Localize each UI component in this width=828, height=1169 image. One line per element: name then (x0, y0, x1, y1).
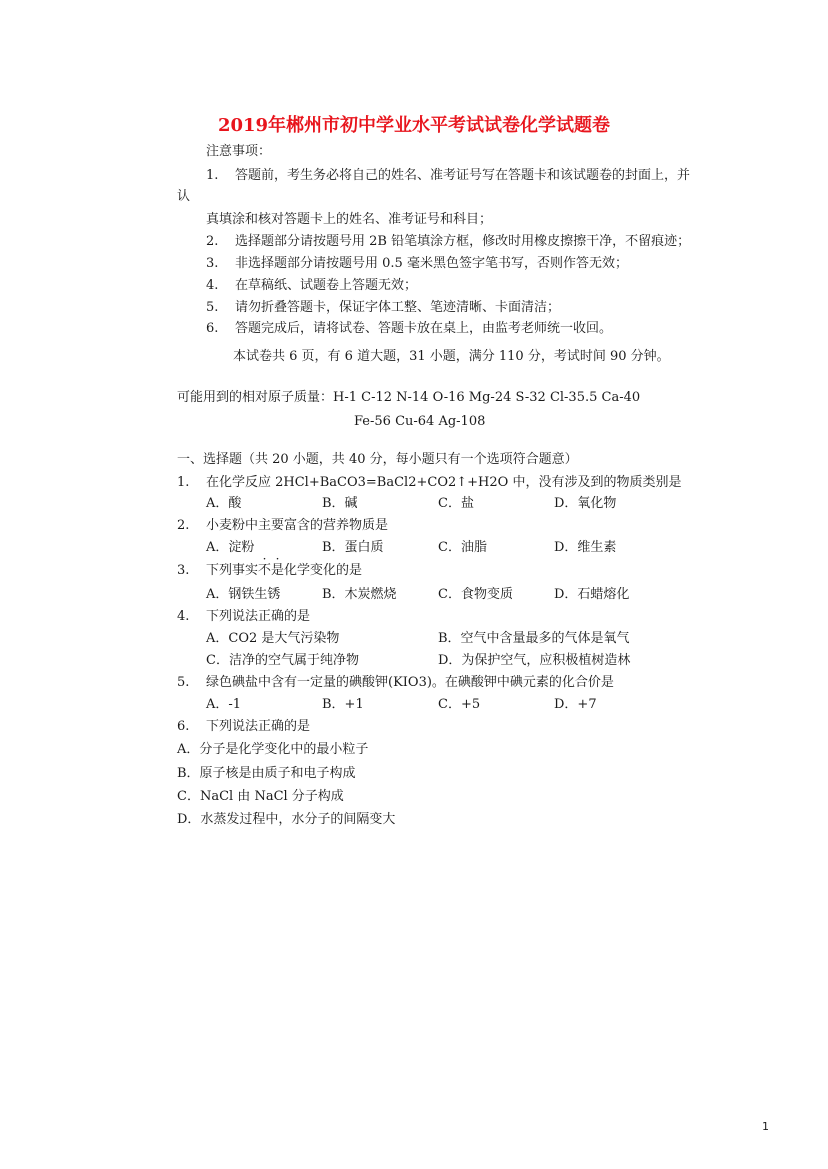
notice-item-2 (206, 233, 690, 251)
question-stem: 绿色碘盐中含有一定量的碘酸钾(KIO3)。在碘酸钾中碘元素的化合价是 (206, 675, 614, 690)
question-number: 4. (177, 609, 190, 624)
option-b: B．空气中含量最多的气体是氧气 (438, 631, 630, 646)
notice-item-text: 答题前，考生务必将自己的姓名、准考证号写在答题卡和该试题卷的封面上，并 (235, 168, 691, 183)
notice-item-6 (206, 320, 612, 338)
option-a: A．分子是化学变化中的最小粒子 (177, 742, 369, 757)
question-number: 2. (177, 518, 190, 533)
question-stem: 下列说法正确的是 (206, 719, 311, 734)
option-a: A．-1 (206, 697, 242, 712)
question-stem-suffix: 化学变化的是 (284, 563, 363, 578)
option-d: D．石蜡熔化 (554, 587, 630, 602)
question-number: 6. (177, 719, 190, 734)
option-c: C．NaCl 由 NaCl 分子构成 (177, 789, 344, 804)
option-a: A．CO2 是大气污染物 (206, 631, 340, 646)
notice-item-4 (206, 277, 417, 295)
option-a: A．淀粉 (206, 540, 255, 555)
notice-item-number: 5. (206, 300, 219, 315)
option-d: D．水蒸发过程中，水分子的间隔变大 (177, 812, 396, 827)
question-stem: 在化学反应 2HCl+BaCO3=BaCl2+CO2↑+H2O 中，没有涉及到的物质类别是 (206, 475, 682, 490)
page-title: 2019年郴州市初中学业水平考试试卷化学试题卷 (217, 115, 611, 136)
question-3 (177, 562, 362, 580)
notice-item-1-continuation-2: 真填涂和核对答题卡上的姓名、准考证号和科目； (206, 212, 493, 227)
option-c: C．食物变质 (438, 587, 513, 602)
exam-summary: 本试卷共 6 页，有 6 道大题，31 小题，满分 110 分，考试时间 90 分钟。 (233, 349, 670, 364)
notice-item-number: 2. (206, 234, 219, 249)
question-number: 5. (177, 675, 190, 690)
option-b: B．+1 (322, 697, 364, 712)
emphasis-dot-text: 不 (258, 563, 272, 578)
notice-item-number: 4. (206, 278, 219, 293)
option-b: B．原子核是由质子和电子构成 (177, 766, 356, 781)
notice-item-3 (206, 255, 628, 273)
option-b: B．碱 (322, 496, 358, 511)
question-6 (177, 718, 310, 736)
notice-item-text: 非选择题部分请按题号用 0.5 毫米黑色签字笔书写，否则作答无效； (235, 256, 628, 271)
question-number: 3. (177, 563, 190, 578)
question-stem: 下列说法正确的是 (206, 609, 311, 624)
notice-item-1 (206, 167, 690, 185)
notice-item-number: 6. (206, 321, 219, 336)
notice-item-number: 1. (206, 168, 219, 183)
notice-item-text: 在草稿纸、试题卷上答题无效； (235, 278, 418, 293)
question-number: 1. (177, 475, 190, 490)
option-d: D．维生素 (554, 540, 617, 555)
option-d: D．氧化物 (554, 496, 617, 511)
option-a: A．酸 (206, 496, 242, 511)
notice-item-number: 3. (206, 256, 219, 271)
notice-item-5 (206, 299, 560, 317)
option-a: A．钢铁生锈 (206, 587, 281, 602)
option-c: C．+5 (438, 697, 481, 712)
section-heading: 一、选择题（共 20 小题，共 40 分，每小题只有一个选项符合题意） (177, 452, 578, 467)
option-d: D．+7 (554, 697, 597, 712)
notice-item-text: 选择题部分请按题号用 2B 铅笔填涂方框，修改时用橡皮擦擦干净，不留痕迹； (235, 234, 691, 249)
emphasis-dot-text: 是 (271, 563, 285, 578)
notice-heading: 注意事项： (206, 144, 272, 159)
question-4 (177, 608, 310, 626)
notice-item-1-continuation: 认 (177, 189, 191, 204)
question-stem-prefix: 下列事实 (206, 563, 259, 578)
question-5 (177, 674, 614, 692)
atomic-mass-line-2: Fe-56 Cu-64 Ag-108 (354, 414, 486, 429)
notice-item-text: 请勿折叠答题卡，保证字体工整、笔迹清晰、卡面清洁； (235, 300, 561, 315)
option-c: C．盐 (438, 496, 474, 511)
question-2 (177, 517, 388, 535)
option-b: B．蛋白质 (322, 540, 384, 555)
option-c: C．油脂 (438, 540, 487, 555)
option-c: C．洁净的空气属于纯净物 (206, 653, 359, 668)
page-number: 1 (762, 1120, 769, 1133)
question-stem: 小麦粉中主要富含的营养物质是 (206, 518, 389, 533)
notice-item-text: 答题完成后，请将试卷、答题卡放在桌上，由监考老师统一收回。 (235, 321, 613, 336)
option-d: D．为保护空气，应积极植树造林 (438, 653, 631, 668)
atomic-mass-line-1: 可能用到的相对原子质量：H-1 C-12 N-14 O-16 Mg-24 S-32 Cl-35.5 Ca-40 (177, 390, 641, 405)
option-b: B．木炭燃烧 (322, 587, 397, 602)
question-1 (177, 474, 681, 492)
